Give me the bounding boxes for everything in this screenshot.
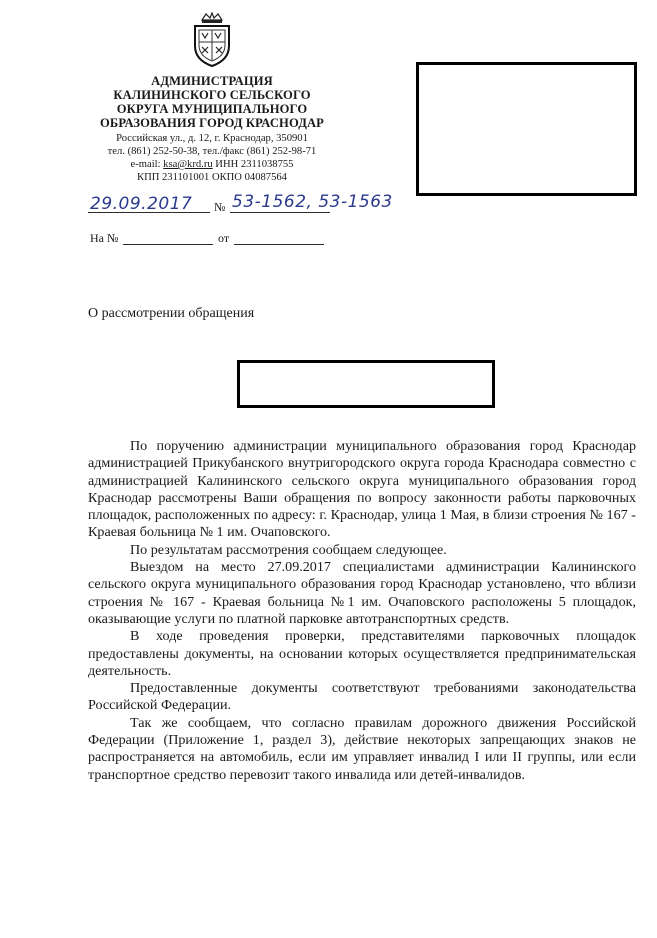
subject-line: О рассмотрении обращения [88,306,255,321]
inn: ИНН 2311038755 [212,159,294,170]
outgoing-number: 53-1562, 53-1563 [232,192,393,212]
org-name-line-3: ОКРУГА МУНИЦИПАЛЬНОГО [116,102,308,116]
body-paragraph: Так же сообщаем, что согласно правилам дорожного движения Российской Федерации (Приложение 1, раздел 3), действие некоторых запрещающих знаков не распространяется на автомобиль, если им управляет инвалид I или II группы, или если транспортное средство перевозит такого инвалида или детей-инвалидов. [88,714,636,783]
reply-to-number-line [123,244,213,245]
body-paragraph: По результатам рассмотрения сообщаем следующее. [130,541,447,558]
letter-body [88,438,636,784]
org-kpp-okpo: КПП 231101001 ОКПО 04087564 [137,172,287,183]
recipient-redaction-box [416,62,637,196]
letterhead [80,74,344,184]
reply-to-date-line [234,244,324,245]
body-paragraph: В ходе проведения проверки, представителями парковочных площадок предоставлены документы, на основании которых осуществляется предпринимательская деятельность. [88,628,636,679]
reply-to-ot: от [218,231,230,245]
org-phones: тел. (861) 252-50-38, тел./факс (861) 252-98-71 [107,146,317,157]
email-prefix: e-mail: [130,159,164,170]
addressee-redaction-box [237,360,495,408]
outgoing-number-line [230,212,330,213]
org-name-line-1: АДМИНИСТРАЦИЯ [151,74,273,88]
org-name-line-4: ОБРАЗОВАНИЯ ГОРОД КРАСНОДАР [100,116,324,130]
org-name-line-2: КАЛИНИНСКОГО СЕЛЬСКОГО [113,88,311,102]
email-link[interactable]: ksa@krd.ru [163,159,213,170]
org-email-inn [80,158,344,171]
body-paragraph: По поручению администрации муниципального образования город Краснодар администрацией Прикубанского внутригородского округа города Краснодара совместно с администрацией Калининского сельского округа муниципального образования город Краснодар рассмотрены Ваши обращения по вопросу законности работы парковочных площадок, расположенных по адресу: г. Краснодар, улица 1 Мая, в близи строения № 167 - Краевая больница № 1 им. Очаповского. [88,438,636,541]
city-coat-of-arms-icon [190,12,234,68]
outgoing-number-sign: № [214,200,226,214]
body-paragraph: Предоставленные документы соответствуют требованиями законодательства Российской Федерации. [88,680,636,714]
body-paragraph: Выездом на место 27.09.2017 специалистами администрации Калининского сельского округа муниципального образования город Краснодар установлено, что вблизи строения № 167 - Краевая больница №1 им. Очаповского расположены 5 площадок, оказывающие услуги по платной парковке автотранспортных средств. [88,559,636,627]
org-address: Российская ул., д. 12, г. Краснодар, 350901 [116,133,308,144]
outgoing-date: 29.09.2017 [90,194,193,214]
reply-to-prefix: На № [90,231,119,245]
